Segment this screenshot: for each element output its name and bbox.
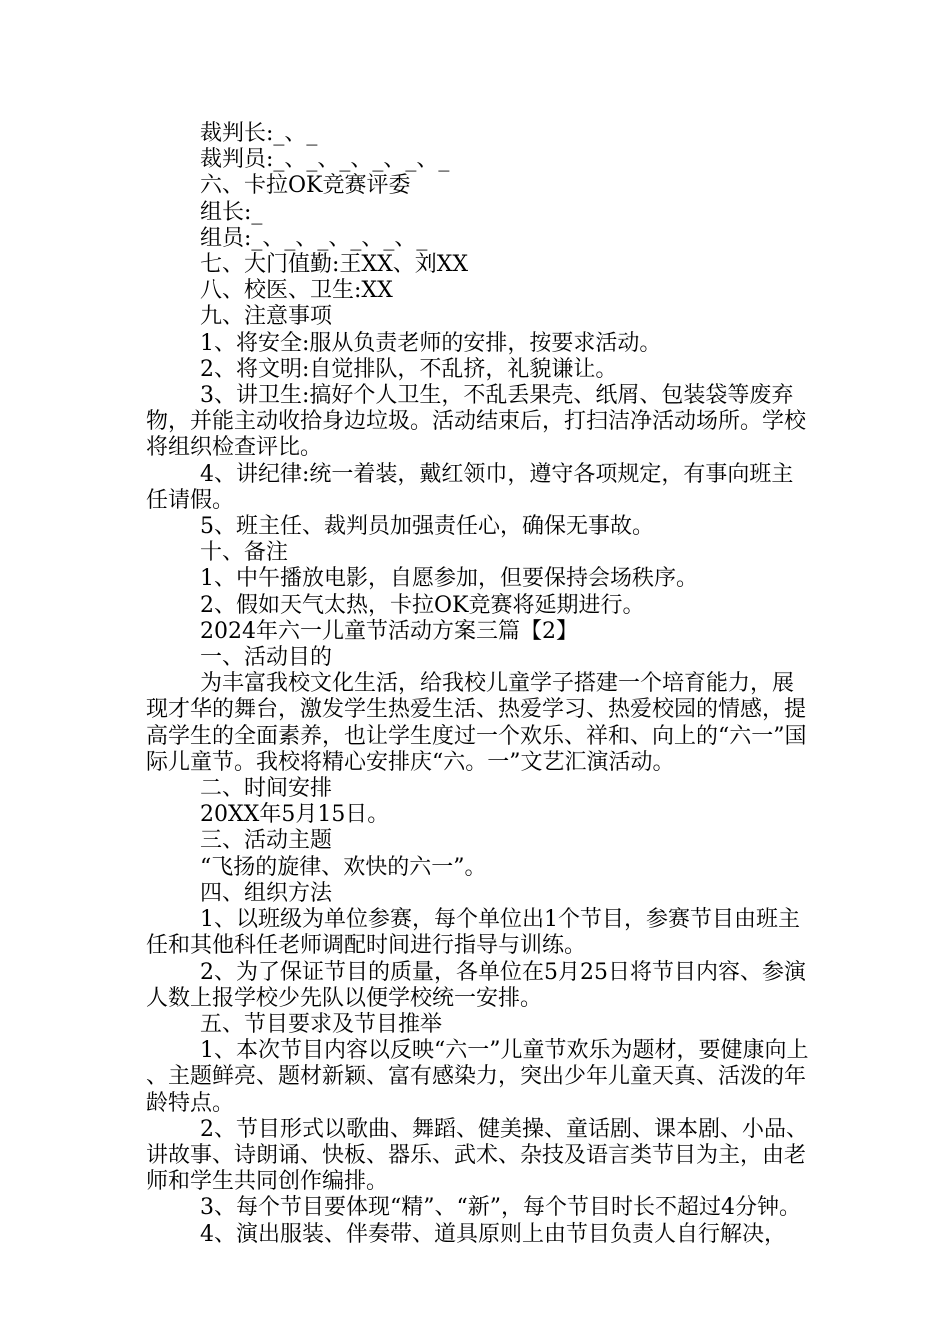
list-item: 2、假如天气太热，卡拉OK竞赛将延期进行。: [200, 592, 645, 618]
section-heading: 四、组织方法: [200, 880, 333, 906]
list-item: 3、每个节目要体现“精”、“新”，每个节目时长不超过4分钟。: [200, 1195, 801, 1221]
list-item: 4、讲纪律:统一着装，戴红领巾，遵守各项规定，有事向班主任请假。: [146, 461, 794, 513]
document-title: 2024年六一儿童节活动方案三篇【2】: [200, 618, 578, 644]
list-item: 4、演出服装、伴奏带、道具原则上由节目负责人自行解决，: [200, 1221, 786, 1247]
section-heading: 七、大门值勤:王XX、刘XX: [200, 252, 469, 278]
body-paragraph: 为丰富我校文化生活，给我校儿童学子搭建一个培育能力，展现才华的舞台，激发学生热爱生活、热爱学习、热爱校园的情感，提高学生的全面素养，也让学生度过一个欢乐、祥和、向上的“六一”国际儿童节。我校将精心安排庆“六。一”文艺汇演活动。: [146, 671, 807, 775]
text-line: 裁判长:_、_: [200, 121, 318, 146]
section-heading: 十、备注: [200, 540, 289, 566]
section-heading: 八、校医、卫生:XX: [200, 278, 393, 304]
list-item: 5、班主任、裁判员加强责任心，确保无事故。: [200, 514, 654, 540]
list-item: 2、将文明:自觉排队，不乱挤，礼貌谦让。: [200, 356, 618, 382]
list-item: 1、将安全:服从负责老师的安排，按要求活动。: [200, 330, 662, 356]
list-item: 2、为了保证节目的质量，各单位在5月25日将节目内容、参演人数上报学校少先队以便学校统一安排。: [146, 959, 806, 1011]
section-heading: 二、时间安排: [200, 776, 333, 802]
list-item: 1、以班级为单位参赛，每个单位出1个节目，参赛节目由班主任和其他科任老师调配时间进行指导与训练。: [146, 907, 800, 959]
list-item: 1、本次节目内容以反映“六一”儿童节欢乐为题材，要健康向上、主题鲜亮、题材新颖、富有感染力，突出少年儿童天真、活泼的年龄特点。: [146, 1038, 809, 1116]
section-heading: 三、活动主题: [200, 828, 333, 854]
text-line: 组长:_: [200, 199, 263, 225]
text-line: 裁判员:_、_、_、_、_、_: [200, 147, 450, 173]
text-line: 组员:_、_、_、_、_、_: [200, 225, 428, 251]
section-heading: 六、卡拉OK竞赛评委: [200, 173, 411, 199]
list-item: 1、中午播放电影，自愿参加，但要保持会场秩序。: [200, 566, 698, 592]
section-heading: 一、活动目的: [200, 645, 333, 671]
section-heading: 九、注意事项: [200, 304, 333, 330]
list-item: 2、节目形式以歌曲、舞蹈、健美操、童话剧、课本剧、小品、讲故事、诗朗诵、快板、器乐、武术、杂技及语言类节目为主，由老师和学生共同创作编排。: [146, 1116, 808, 1195]
section-heading: 五、节目要求及节目推举: [200, 1011, 443, 1037]
document-body: [146, 121, 814, 1248]
text-line: “飞扬的旋律、欢快的六一”。: [200, 854, 487, 880]
list-item: 3、讲卫生:搞好个人卫生，不乱丢果壳、纸屑、包装袋等废弃物，并能主动收拾身边垃圾。活动结束后，打扫洁净活动场所。学校将组织检查评比。: [146, 383, 807, 461]
text-line: 20XX年5月15日。: [200, 802, 390, 828]
